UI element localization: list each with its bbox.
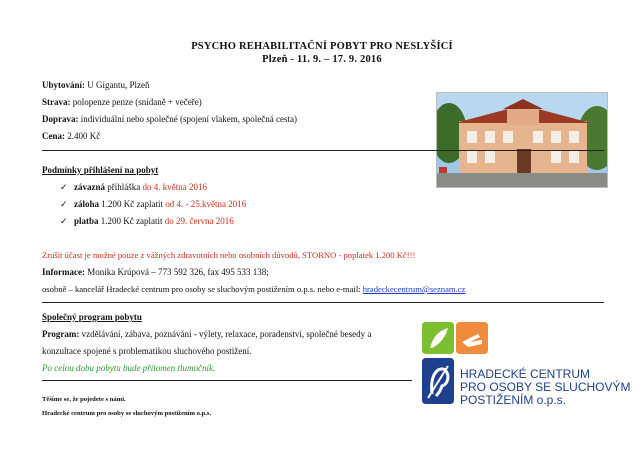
condition-deadline: do 4. května 2016 bbox=[142, 182, 207, 192]
condition-item bbox=[60, 199, 246, 210]
program-line1 bbox=[42, 329, 371, 339]
board-label: Strava: bbox=[42, 97, 71, 107]
hotel-photo bbox=[436, 92, 608, 188]
board-line bbox=[42, 97, 202, 107]
logo-text-line3: POSTIŽENÍM o.p.s. bbox=[460, 393, 567, 407]
organization-logo bbox=[420, 320, 631, 410]
condition-bold: záloha bbox=[74, 199, 100, 209]
section-divider bbox=[42, 380, 412, 381]
email-link[interactable]: hradeckecentrum@seznam.cz bbox=[362, 284, 466, 294]
condition-item bbox=[60, 182, 207, 193]
price-value: 2.400 Kč bbox=[65, 131, 101, 141]
condition-item bbox=[60, 216, 234, 227]
condition-bold: závazná bbox=[74, 182, 105, 192]
transport-value: individuální nebo společné (spojení vlakem, společná cesta) bbox=[78, 114, 297, 124]
logo-text-line1: HRADECKÉ CENTRUM bbox=[460, 367, 591, 381]
accommodation-line bbox=[42, 80, 150, 90]
price-line bbox=[42, 131, 100, 141]
conditions-heading: Podmínky přihlášení na pobyt bbox=[42, 165, 159, 175]
contact-personal-text: osobně – kancelář Hradecké centrum pro osoby se sluchovým postižením o.p.s. nebo e-mail: bbox=[42, 284, 363, 294]
hotel-photo-image bbox=[437, 93, 607, 187]
accommodation-value: U Gigantu, Plzeň bbox=[85, 80, 150, 90]
condition-deadline: od 4. - 25.května 2016 bbox=[165, 199, 247, 209]
checkmark-icon: ✓ bbox=[60, 182, 68, 192]
section-divider bbox=[42, 150, 604, 151]
logo-text-line2: PRO OSOBY SE SLUCHOVÝM bbox=[460, 380, 631, 394]
contact-label: Informace: bbox=[42, 267, 85, 277]
contact-personal bbox=[42, 284, 465, 294]
page-subtitle: Plzeň - 11. 9. – 17. 9. 2016 bbox=[262, 54, 382, 65]
contact-value: Monika Krúpová – 773 592 326, fax 495 533 138; bbox=[84, 267, 269, 277]
storno-notice: Zrušit účast je možné pouze z vážných zdravotních nebo osobních důvodů, STORNO - poplatek 1.200 Kč!!! bbox=[42, 250, 416, 260]
condition-bold: platba bbox=[74, 216, 99, 226]
program-text: vzdělávání, zábava, poznávání - výlety, relaxace, poradenství, společné besedy a bbox=[79, 329, 372, 339]
condition-text: přihláška bbox=[105, 182, 143, 192]
contact-info bbox=[42, 267, 269, 277]
interpreter-note: Po celou dobu pobytu bude přítomen tlumočník. bbox=[42, 363, 216, 373]
accommodation-label: Ubytování: bbox=[42, 80, 86, 90]
condition-deadline: do 29. června 2016 bbox=[164, 216, 234, 226]
footer-line2: Hradecké centrum pro osoby se sluchovým postižením o.p.s. bbox=[42, 410, 212, 417]
section-divider bbox=[42, 302, 604, 303]
checkmark-icon: ✓ bbox=[60, 199, 68, 209]
board-value: polopenze penze (snídaně + večeře) bbox=[70, 97, 202, 107]
transport-label: Doprava: bbox=[42, 114, 79, 124]
condition-text: 1.200 Kč zaplatit bbox=[98, 216, 165, 226]
page-title: PSYCHO REHABILITAČNÍ POBYT PRO NESLYŠÍCÍ bbox=[191, 41, 453, 52]
footer-line1: Těšíme se, že pojedete s námi. bbox=[42, 396, 126, 403]
program-heading: Společný program pobytu bbox=[42, 312, 142, 322]
program-line2: konzultace spojené s problematikou sluchového postižení. bbox=[42, 346, 252, 356]
transport-line bbox=[42, 114, 297, 124]
condition-text: 1.200 Kč zaplatit bbox=[99, 199, 166, 209]
price-label: Cena: bbox=[42, 131, 65, 141]
checkmark-icon: ✓ bbox=[60, 216, 68, 226]
program-label: Program: bbox=[42, 329, 80, 339]
